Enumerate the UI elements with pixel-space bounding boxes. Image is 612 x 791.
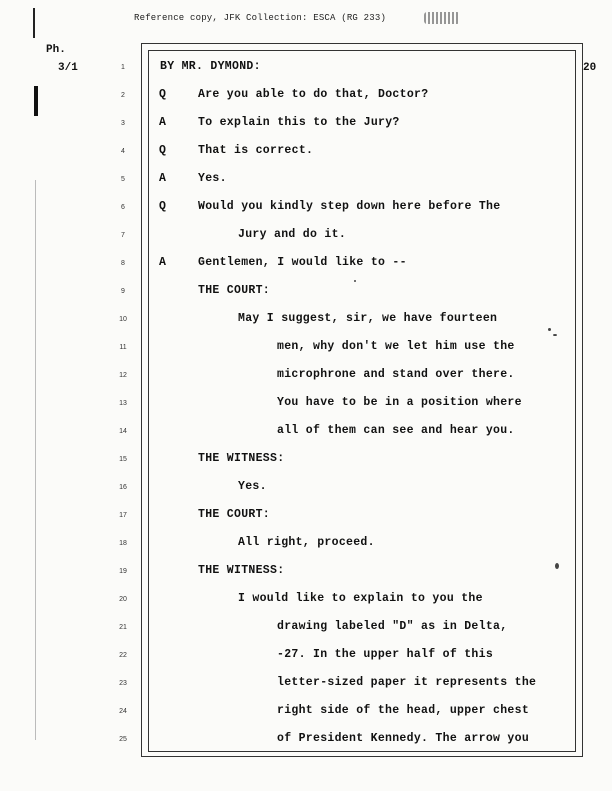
transcript-line: May I suggest, sir, we have fourteen [238, 312, 498, 325]
line-number: 17 [119, 512, 127, 519]
line-number: 13 [119, 400, 127, 407]
transcript-line: THE WITNESS: [198, 564, 285, 577]
transcript-line: Would you kindly step down here before The [198, 200, 501, 213]
transcript-line: To explain this to the Jury? [198, 116, 400, 129]
line-number: 16 [119, 484, 127, 491]
line-number: 12 [119, 372, 127, 379]
scan-speck [354, 280, 356, 282]
line-number: 10 [119, 316, 127, 323]
page-number: 20 [583, 62, 597, 74]
transcript-line: men, why don't we let him use the [277, 340, 515, 353]
transcript-line: Yes. [198, 172, 227, 185]
line-number: 22 [119, 652, 127, 659]
line-number: 19 [119, 568, 127, 575]
speaker-marker: Q [159, 144, 166, 157]
speaker-marker: Q [159, 88, 166, 101]
line-number: 24 [119, 708, 127, 715]
transcript-line: -27. In the upper half of this [277, 648, 494, 661]
transcript-line: of President Kennedy. The arrow you [277, 732, 530, 745]
line-number: 15 [119, 456, 127, 463]
transcript-line: I would like to explain to you the [238, 592, 483, 605]
margin-ref-label: 3/1 [58, 62, 78, 74]
transcript-line: That is correct. [198, 144, 314, 157]
transcript-line: Gentlemen, I would like to -- [198, 256, 407, 269]
line-number: 5 [121, 176, 125, 183]
speaker-marker: A [159, 256, 166, 269]
line-number: 11 [119, 344, 127, 351]
line-number: 20 [119, 596, 127, 603]
speaker-marker: Q [159, 200, 166, 213]
transcript-line: THE COURT: [198, 284, 271, 297]
transcript-line: letter-sized paper it represents the [277, 676, 537, 689]
line-number: 21 [119, 624, 127, 631]
transcript-line: THE COURT: [198, 508, 271, 521]
archive-stamp-mark [424, 12, 460, 24]
line-number: 8 [121, 260, 125, 267]
line-number: 25 [119, 736, 127, 743]
transcript-line: all of them can see and hear you. [277, 424, 515, 437]
line-number: 23 [119, 680, 127, 687]
scan-speck [548, 328, 551, 331]
speaker-marker: A [159, 172, 166, 185]
transcript-line: drawing labeled "D" as in Delta, [277, 620, 508, 633]
line-number: 1 [121, 64, 125, 71]
margin-mark [34, 86, 38, 116]
transcript-line: right side of the head, upper chest [277, 704, 530, 717]
margin-rule [35, 180, 36, 740]
transcript-line: Yes. [238, 480, 267, 493]
reference-header: Reference copy, JFK Collection: ESCA (RG 233) [134, 13, 387, 23]
transcript-line: Jury and do it. [238, 228, 347, 241]
scan-speck [555, 563, 559, 569]
line-number: 7 [121, 232, 125, 239]
transcript-line: microphrone and stand over there. [277, 368, 515, 381]
line-number: 2 [121, 92, 125, 99]
transcript-line: Are you able to do that, Doctor? [198, 88, 429, 101]
margin-mark [33, 8, 35, 38]
transcript-line: All right, proceed. [238, 536, 375, 549]
speaker-marker: A [159, 116, 166, 129]
line-number: 18 [119, 540, 127, 547]
scan-speck [553, 334, 557, 336]
line-number: 4 [121, 148, 125, 155]
margin-ph-label: Ph. [46, 44, 66, 56]
line-number: 3 [121, 120, 125, 127]
line-number: 9 [121, 288, 125, 295]
line-number: 6 [121, 204, 125, 211]
transcript-line: You have to be in a position where [277, 396, 522, 409]
transcript-line: THE WITNESS: [198, 452, 285, 465]
transcript-line: BY MR. DYMOND: [160, 60, 261, 73]
line-number: 14 [119, 428, 127, 435]
